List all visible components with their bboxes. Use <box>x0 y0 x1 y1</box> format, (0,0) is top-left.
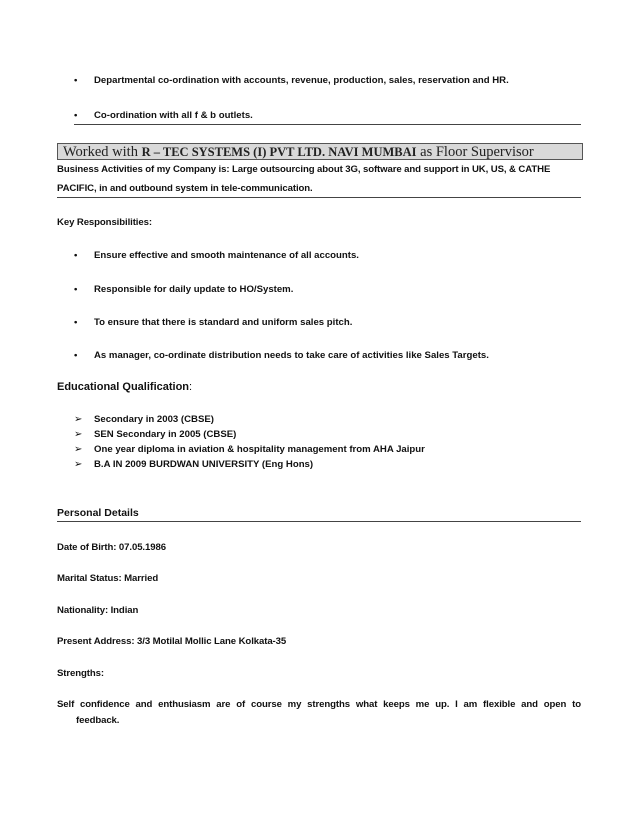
bullet-icon: • <box>74 250 78 261</box>
list-item: • Ensure effective and smooth maintenance of all accounts. <box>74 250 359 261</box>
arrow-bullet-icon: ➢ <box>74 414 83 425</box>
arrow-bullet-icon: ➢ <box>74 459 83 470</box>
divider <box>74 124 581 125</box>
key-responsibilities-label: Key Responsibilities: <box>57 217 152 228</box>
list-item: ➢ SEN Secondary in 2005 (CBSE) <box>74 429 237 440</box>
bullet-icon: • <box>74 350 78 361</box>
arrow-bullet-icon: ➢ <box>74 429 83 440</box>
strengths-text: Self confidence and enthusiasm are of course my strengths what keeps me up. I am flexible and open to <box>57 699 581 710</box>
list-item: • As manager, co-ordinate distribution needs to take care of activities like Sales Targets. <box>74 350 489 361</box>
job-banner: Worked with R – TEC SYSTEMS (I) PVT LTD. NAVI MUMBAI as Floor Supervisor <box>57 143 583 160</box>
present-address: Present Address: 3/3 Motilal Mollic Lane Kolkata-35 <box>57 636 287 647</box>
personal-details-heading: Personal Details <box>57 507 139 519</box>
bullet-icon: • <box>74 284 78 295</box>
marital-status: Marital Status: Married <box>57 573 159 584</box>
list-item: ➢ Secondary in 2003 (CBSE) <box>74 414 214 425</box>
strengths-label: Strengths: <box>57 668 104 679</box>
list-item: • To ensure that there is standard and uniform sales pitch. <box>74 317 353 328</box>
arrow-bullet-icon: ➢ <box>74 444 83 455</box>
education-heading: Educational Qualification: <box>57 381 193 393</box>
bullet-icon: • <box>74 110 78 121</box>
list-item: • Responsible for daily update to HO/System. <box>74 284 294 295</box>
nationality: Nationality: Indian <box>57 605 139 616</box>
list-item: • Co-ordination with all f & b outlets. <box>74 110 253 121</box>
list-item: • Departmental co-ordination with accounts, revenue, production, sales, reservation and HR. <box>74 75 509 86</box>
business-activities-line: Business Activities of my Company is: Large outsourcing about 3G, software and support in UK, US, & CATHE <box>57 164 551 175</box>
business-activities-line: PACIFIC, in and outbound system in tele-communication. <box>57 183 313 194</box>
bullet-icon: • <box>74 317 78 328</box>
divider <box>57 197 581 198</box>
list-item: ➢ B.A IN 2009 BURDWAN UNIVERSITY (Eng Hons) <box>74 459 314 470</box>
bullet-icon: • <box>74 75 78 86</box>
date-of-birth: Date of Birth: 07.05.1986 <box>57 542 166 553</box>
strengths-text-continued: feedback. <box>76 715 120 726</box>
divider <box>57 521 581 522</box>
company-name: R – TEC SYSTEMS (I) PVT LTD. NAVI MUMBAI <box>141 145 417 159</box>
list-item: ➢ One year diploma in aviation & hospitality management from AHA Jaipur <box>74 444 425 455</box>
